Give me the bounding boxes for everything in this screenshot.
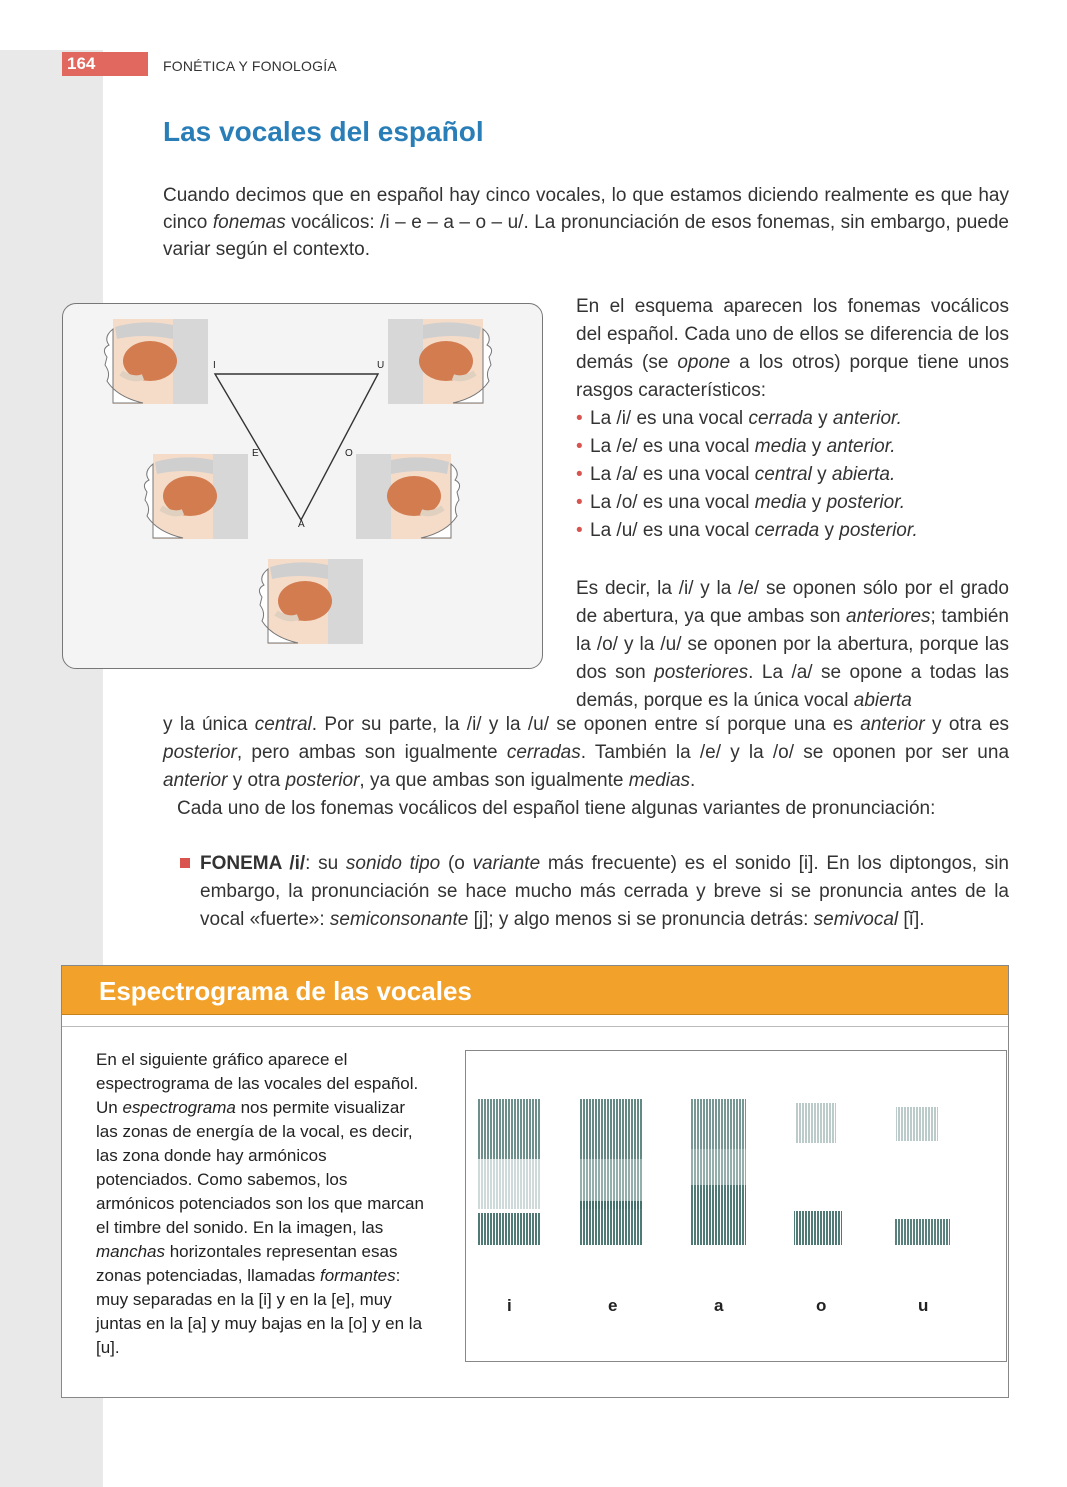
square-bullet-icon [180,858,190,868]
intro-paragraph: Cuando decimos que en español hay cinco vocales, lo que estamos diciendo realmente es que hay cinco fonemas vocálicos: /i – e – a – o – u/. La pronunciación de esos fonemas, sin embargo, puede variar según el contexto. [163,185,1009,260]
spectrogram-vowel-e [580,1099,642,1245]
list-item: • La /e/ es una vocal media y anterior. [576,436,896,457]
label-o: O [345,448,353,459]
running-header: FONÉTICA Y FONOLOGÍA [163,58,337,74]
spectrogram-figure [466,1051,1006,1291]
list-item: • La /i/ es una vocal cerrada y anterior. [576,408,902,429]
spectrogram-vowel-i [478,1099,540,1245]
spectrogram-description: En el siguiente gráfico aparece el espectrograma de las vocales del español. Un espectrograma nos permite visualizar las zonas de energía de la vocal, es decir, las zona donde hay armónicos potenciados. Como sabemos, los armónicos potenciados son los que marcan el timbre del sonido. En la imagen, las manchas horizontales representan esas zonas potenciadas, llamadas formantes: muy separadas en la [i] y en la [e], muy juntas en la [a] y muy bajas en la [o] y en la [u]. [96,1050,424,1357]
spectrogram-box-header [62,966,1008,1015]
label-a: A [298,519,305,530]
label-i: I [213,360,216,371]
spectrogram-box [61,965,1009,1398]
head-e-illustration [144,454,248,539]
head-u-illustration [388,319,492,404]
page-title: Las vocales del español [163,116,484,147]
divider [62,1026,1008,1027]
spectrogram-vowel-a [690,1099,746,1245]
head-o-illustration [356,454,460,539]
label-e: E [252,448,259,459]
list-item: • La /o/ es una vocal media y posterior. [576,492,906,513]
vowel-features-list [576,405,1009,545]
head-a-illustration [259,559,363,644]
vowel-triangle-diagram [62,303,543,669]
spectrogram-label-i: i [507,1296,512,1315]
spectrogram-label-e: e [608,1296,618,1315]
opposition-paragraph: Es decir, la /i/ y la /e/ se oponen sólo por el grado de abertura, ya que ambas son anteriores; también la /o/ y la /u/ se oponen por la abertura, porque las dos son posteriores. La /a/ se opone a todas las demás, porque es la única vocal abierta [576,578,1009,711]
spectrogram-label-o: o [816,1296,827,1315]
scheme-intro-paragraph: En el esquema aparecen los fonemas vocálicos del español. Cada uno de ellos se diferencia de los demás (se opone a los otros) porque tiene unos rasgos característicos: [576,296,1009,401]
continuation-text [163,711,1009,823]
head-i-illustration [104,319,208,404]
fonema-i-text: FONEMA /i/: su sonido tipo (o variante más frecuente) es el sonido [i]. En los diptongos, sin embargo, la pronunciación se hace mucho más cerrada y breve si se pronuncia antes de la vocal «fuerte»: semiconsonante [j]; y algo menos si se pronuncia detrás: semivocal [ĭ]. [200,853,1009,930]
scheme-text-column [576,293,1009,715]
spectrogram-image [465,1050,1007,1362]
label-u: U [377,360,385,371]
spectrogram-label-a: a [714,1296,724,1315]
spectrogram-label-u: u [918,1296,929,1315]
list-item: • La /u/ es una vocal cerrada y posterior. [576,520,918,541]
fonema-i-item [180,850,1009,934]
opposition-continuation: y la única central. Por su parte, la /i/ y la /u/ se oponen entre sí porque una es anterior y otra es posterior, pero ambas son igualmente cerradas. También la /e/ y la /o/ se oponen por ser una anterior y otra posterior, ya que ambas son igualmente medias. [163,714,1010,791]
vowel-diagram-figure [63,304,542,668]
list-item: • La /a/ es una vocal central y abierta. [576,464,896,485]
spectrogram-vowel-o [794,1103,842,1245]
variants-intro: Cada uno de los fonemas vocálicos del español tiene algunas variantes de pronunciación: [177,798,936,819]
spectrogram-vowel-u [894,1107,950,1245]
spectrogram-box-title: Espectrograma de las vocales [99,976,472,1006]
page-number: 164 [62,52,148,76]
